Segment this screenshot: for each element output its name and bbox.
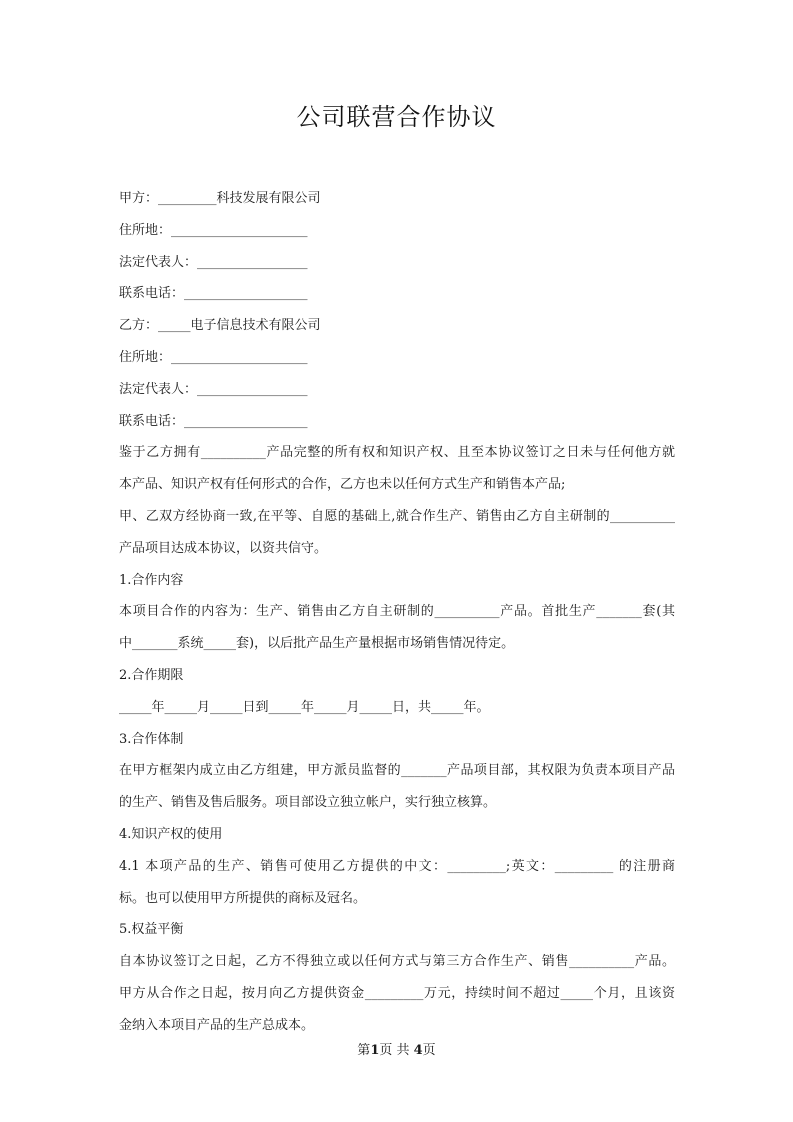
preamble-line-3: 甲、乙双方经协商一致,在平等、自愿的基础上,就合作生产、销售由乙方自主研制的__________ xyxy=(119,508,675,524)
section-4-line-2: 标。也可以使用甲方所提供的商标及冠名。 xyxy=(119,890,367,906)
total-page-count: 4 xyxy=(413,1043,423,1058)
section-4-line-1: 4.1 本项产品的生产、销售可使用乙方提供的中文：_________;英文：_________ 的注册商 xyxy=(119,858,675,874)
party-b-address: 住所地：_____________________ xyxy=(119,349,308,365)
document-title: 公司联营合作协议 xyxy=(296,103,497,131)
section-heading-1: 1.合作内容 xyxy=(119,572,184,588)
preamble-line-1: 鉴于乙方拥有__________产品完整的所有权和知识产权、且至本协议签订之日未与任何他方就 xyxy=(119,445,675,461)
party-a-representative: 法定代表人：_________________ xyxy=(119,254,308,270)
section-5-line-3: 金纳入本项目产品的生产总成本。 xyxy=(119,1017,315,1033)
party-b-phone: 联系电话：___________________ xyxy=(119,413,308,429)
section-3-line-2: 的生产、销售及售后服务。项目部设立独立帐户，实行独立核算。 xyxy=(119,795,497,811)
party-a-phone: 联系电话：___________________ xyxy=(119,286,308,302)
section-heading-3: 3.合作体制 xyxy=(119,731,184,747)
section-5-line-2: 甲方从合作之日起，按月向乙方提供资金_________万元，持续时间不超过_____个月，且该资 xyxy=(119,985,675,1001)
section-5-line-1: 自本协议签订之日起，乙方不得独立或以任何方式与第三方合作生产、销售__________产品。 xyxy=(119,954,675,970)
current-page-number: 1 xyxy=(370,1043,380,1058)
section-heading-5: 5.权益平衡 xyxy=(119,922,184,938)
footer-prefix: 第 xyxy=(357,1043,371,1058)
section-1-line-2: 中_______系统_____套)，以后批产品生产量根据市场销售情况待定。 xyxy=(119,636,515,652)
section-1-line-1: 本项目合作的内容为：生产、销售由乙方自主研制的__________产品。首批生产_______套(其 xyxy=(119,604,675,620)
section-2-line-1: _____年_____月_____日到_____年_____月_____日，共_____年。 xyxy=(119,699,490,715)
preamble-line-4: 产品项目达成本协议，以资共信守。 xyxy=(119,540,328,556)
page-footer xyxy=(0,1041,793,1061)
section-heading-4: 4.知识产权的使用 xyxy=(119,826,223,842)
party-a-address: 住所地：_____________________ xyxy=(119,222,308,238)
party-b-representative: 法定代表人：_________________ xyxy=(119,381,308,397)
party-a-name: 甲方：_________科技发展有限公司 xyxy=(119,191,321,206)
footer-suffix: 页 xyxy=(422,1043,436,1058)
party-b-name: 乙方：_____电子信息技术有限公司 xyxy=(119,318,321,334)
preamble-line-2: 本产品、知识产权有任何形式的合作，乙方也未以任何方式生产和销售本产品; xyxy=(119,477,566,493)
footer-middle: 页 共 xyxy=(379,1043,414,1058)
document-body xyxy=(119,183,675,1042)
section-3-line-1: 在甲方框架内成立由乙方组建，甲方派员监督的_______产品项目部，其权限为负责本项目产品 xyxy=(119,763,675,779)
section-heading-2: 2.合作期限 xyxy=(119,667,184,683)
